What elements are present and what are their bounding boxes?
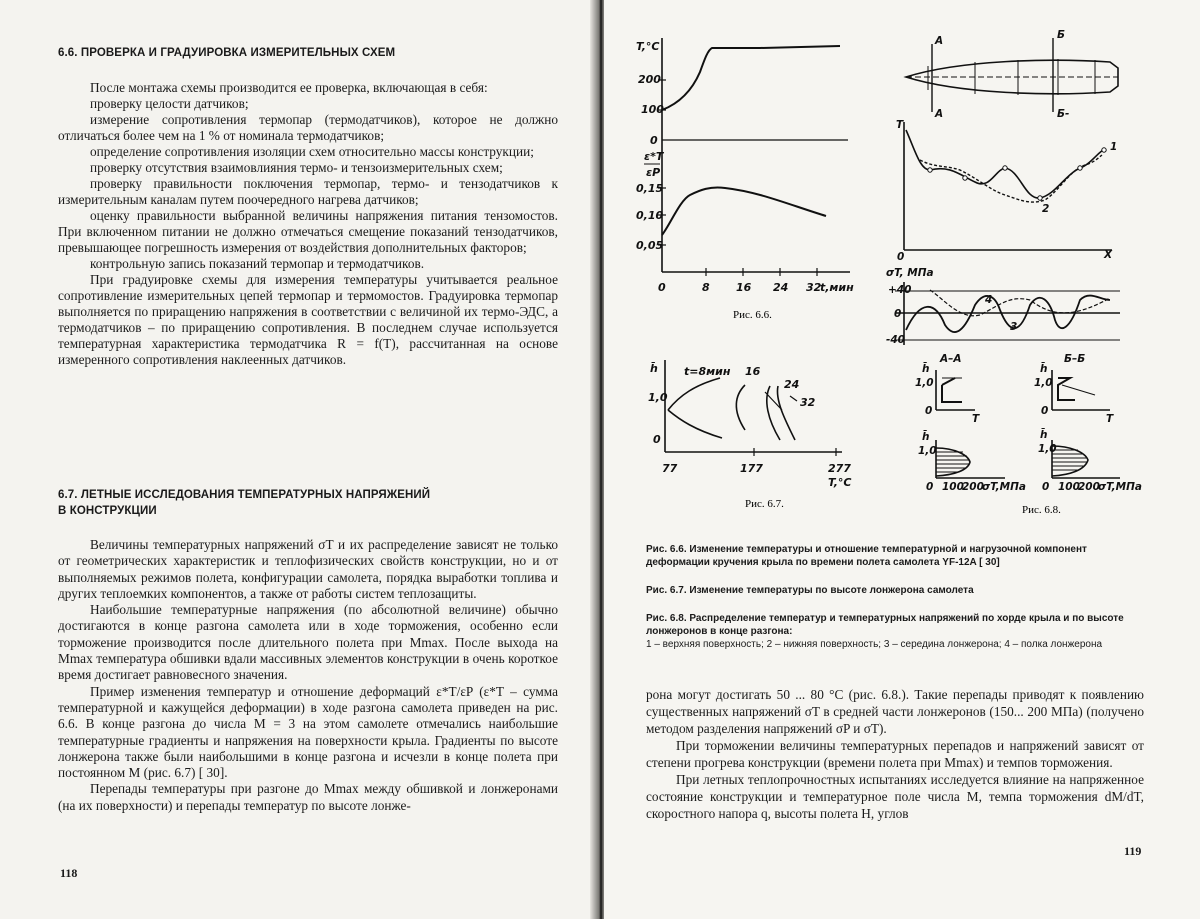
fig66-y-tick: 100 xyxy=(641,103,664,116)
fig68-temp-curve-1 xyxy=(906,130,1104,198)
fig68-section-mark: A xyxy=(935,108,944,120)
fig67-y-tick: 0 xyxy=(653,433,661,446)
paragraph: Наибольшие температурные напряжения (по абсолютной величине) обычно достигаются в конце разгона самолета или в ходе торможения, особенно если торможение производится после длительного полета при Mmax. После выхода на Mmax температура обшивки вдали массивных элементов конструкции в очень короткое время достигает равновесного значения. xyxy=(58,602,558,683)
fig68-stress-tick: +40 xyxy=(888,284,912,296)
paragraph: Перепады температуры при разгоне до Mmax между обшивкой и лонжеронами (на их поверхности) и перепады температур по высоте лонже- xyxy=(58,781,558,813)
fig68-h-label: h̄ xyxy=(1040,363,1048,375)
fig68-stress-tick: -40 xyxy=(886,334,905,346)
fig68-origin: 0 xyxy=(1041,405,1049,417)
right-page-body xyxy=(646,686,1144,822)
fig66-y-tick: 200 xyxy=(638,73,661,86)
fig66-temperature-curve xyxy=(662,46,840,110)
paragraph: Величины температурных напряжений σT и их распределение зависят не только от геометрических характеристик и теплофизических свойств конструкции, но и от выполняемых режимов полета, конфигурации самолета, порядка выработки топлива и других теплоемких компонентов, а также от работы систем теплозащиты. xyxy=(58,537,558,601)
fig68-origin: 0 xyxy=(897,251,905,263)
fig68-section-mark: A xyxy=(935,35,944,47)
fig68-stress-tick: 0 xyxy=(894,308,902,320)
fig66-x-tick: 16 xyxy=(736,281,752,294)
fig68-section-mark: Б xyxy=(1057,29,1066,41)
paragraph: контрольную запись показаний термопар и термодатчиков. xyxy=(90,256,425,271)
page-number-left: 118 xyxy=(60,866,78,880)
fig66-x-tick: 24 xyxy=(773,281,789,294)
fig68-temp-axis-label: T xyxy=(896,119,904,131)
caption-fig-6-8 xyxy=(646,612,1144,651)
paragraph: измерение сопротивления термопар (термодатчиков), которое не должно отличаться более чем на 1 % от номинала термодатчиков; xyxy=(58,112,558,143)
fig66-x-tick: 8 xyxy=(702,281,710,294)
fig66-x-tick: 32 xyxy=(806,281,822,294)
fig68-h-tick: 1,0 xyxy=(1034,377,1053,389)
fig68-caption-label: Рис. 6.8. xyxy=(1022,504,1061,516)
fig67-x-tick: 177 xyxy=(740,462,763,475)
fig67-curve-label: 16 xyxy=(745,365,761,378)
fig66-caption-label: Рис. 6.6. xyxy=(733,309,772,321)
fig67-curve-label: t=8мин xyxy=(684,365,731,378)
page-number-right: 119 xyxy=(1124,844,1142,858)
fig68-h-label: h̄ xyxy=(922,431,930,443)
fig68-bottom-tick: 100 xyxy=(1058,481,1080,493)
fig68-curve-num: 4 xyxy=(985,294,993,306)
fig68-small-x-label: T xyxy=(972,413,980,425)
fig66-y-tick: 0 xyxy=(650,134,658,147)
paragraph: рона могут достигать 50 ... 80 °C (рис. 6.8.). Такие перепады приводят к появлению существенных напряжений σT в средней части лонжеронов (150... 200 МПа) (получено методом разделения напряжений σP и σT). xyxy=(646,687,1144,736)
fig68-h-tick: 1,0 xyxy=(1038,443,1057,455)
fig68-bottom-unit: σT,МПа xyxy=(1098,481,1142,493)
fig68-x-axis-label: X xyxy=(1104,249,1113,261)
fig67-x-label: T,°C xyxy=(828,476,852,489)
fig67-y-tick: 1,0 xyxy=(648,391,668,404)
fig66-y-tick: 0,10 xyxy=(636,209,664,222)
fig68-bottom-tick: 0 xyxy=(926,481,934,493)
fig68-bottom-tick: 200 xyxy=(1078,481,1100,493)
fig68-bottom-unit: σT,МПа xyxy=(982,481,1026,493)
paragraph: При летных теплопрочностных испытаниях исследуется влияние на напряженное состояние конструкции и температурное поле числа M, темпа торможения dM/dT, скоростного напора q, высоты полета H, углов xyxy=(646,772,1144,821)
fig67-curve-8 xyxy=(668,378,720,410)
fig68-curve-num: 3 xyxy=(1010,321,1018,333)
fig67-caption-label: Рис. 6.7. xyxy=(745,498,784,510)
fig67-curve-label: 32 xyxy=(800,396,816,409)
fig68-bottom-tick: 0 xyxy=(1042,481,1050,493)
fig68-stress-curve-4 xyxy=(930,290,1110,316)
fig68-h-label: h̄ xyxy=(922,363,930,375)
fig66-x-label: t,мин xyxy=(820,281,854,294)
fig68-stress-label: σT, МПа xyxy=(886,267,934,279)
fig68-section-title: Б–Б xyxy=(1064,353,1086,365)
paragraph: При градуировке схемы для измерения температуры учитывается реальное сопротивление измерительных цепей термопар и термомостов. Градуировка термопар выполняется по приращению напряжения в соответствии с величиной их термо-ЭДС, а термодатчиков – по приращению сопротивления. В последнем случае используется температурная характеристика термодатчика R = f(T), рассчитанная на основе измеренного сопротивления наклеенных датчиков. xyxy=(58,272,558,367)
section-heading-6-6: 6.6. ПРОВЕРКА И ГРАДУИРОВКА ИЗМЕРИТЕЛЬНЫХ СХЕМ xyxy=(58,47,396,59)
fig67-curve-16 xyxy=(736,385,745,430)
paragraph: оценку правильности выбранной величины напряжения питания тензомостов. При включенном питании не должно отмечаться смещение показаний тензодатчиков, превышающее погрешность измерения от воздействия дополнительных факторов; xyxy=(58,208,558,255)
fig68-small-x-label: T xyxy=(1106,413,1114,425)
caption-fig-6-8-title: Рис. 6.8. Распределение температур и температурных напряжений по хорде крыла и по высоте лонжеронов в конце разгона: xyxy=(646,613,1124,637)
caption-fig-6-6: Рис. 6.6. Изменение температуры и отношение температурной и нагрузочной компонент деформации кручения крыла по времени полета самолета YF-12A [ 30] xyxy=(646,544,1087,568)
fig68-section-title: A–A xyxy=(940,353,962,365)
fig68-h-tick: 1,0 xyxy=(918,445,937,457)
fig67-x-tick: 277 xyxy=(828,462,851,475)
fig66-y-bottom-label-den: εP xyxy=(646,166,661,179)
section-heading-6-7-line1: 6.7. ЛЕТНЫЕ ИССЛЕДОВАНИЯ ТЕМПЕРАТУРНЫХ НАПРЯЖЕНИЙ xyxy=(58,489,431,501)
paragraph: проверку правильности поключения термопар, термо- и тензодатчиков к измерительным каналам путем поочередного нагрева датчиков; xyxy=(58,176,558,207)
fig66-y-bottom-label-num: ε*T xyxy=(644,150,664,163)
fig68-curve-num: 1 xyxy=(1110,141,1118,153)
fig68-h-tick: 1,0 xyxy=(915,377,934,389)
paragraph: проверку целости датчиков; xyxy=(90,96,249,111)
fig67-y-label: h̄ xyxy=(650,362,658,375)
paragraph: При торможении величины температурных перепадов и напряжений зависят от степени прогрева конструкции (времени полета при Mmax) и темпов торможения. xyxy=(646,738,1144,770)
fig68-h-label: h̄ xyxy=(1040,429,1048,441)
fig66-y-tick: 0,15 xyxy=(636,182,664,195)
caption-fig-6-8-legend: 1 – верхняя поверхность; 2 – нижняя поверхность; 3 – середина лонжерона; 4 – полка лонжерона xyxy=(646,639,1103,650)
fig66-x-tick: 0 xyxy=(658,281,666,294)
fig66-y-tick: 0,05 xyxy=(636,239,664,252)
section-heading-6-7-line2: В КОНСТРУКЦИИ xyxy=(58,505,157,517)
fig68-curve-num: 2 xyxy=(1042,203,1050,215)
fig68-section-mark: Б- xyxy=(1057,108,1070,120)
fig68-stress-curve-3 xyxy=(906,296,1110,332)
fig67-curve-label: 24 xyxy=(784,378,800,391)
fig68-bottom-tick: 100 xyxy=(942,481,964,493)
fig68-origin: 0 xyxy=(925,405,933,417)
paragraph: После монтажа схемы производится ее проверка, включающая в себя: xyxy=(90,80,488,95)
paragraph: проверку отсутствия взаимовлияния термо- и тензоизмерительных схем; xyxy=(90,160,503,175)
fig66-strain-ratio-curve xyxy=(662,187,826,235)
fig68-temp-curve-2 xyxy=(920,155,1102,202)
paragraph: Пример изменения температур и отношение деформаций ε*T/εP (ε*T – сумма температурной и кажущейся деформации) в ходе разгона самолета приведен на рис. 6.6. В конце разгона до числа M = 3 на этом самолете отмечались наибольшие температурные градиенты и напряжения на поверхности крыла. Градиенты по высоте лонжерона также были наибольшими в конце разгона и исчезли в конце полета при постоянном M (рис. 6.7) [ 30]. xyxy=(58,683,558,781)
caption-fig-6-7: Рис. 6.7. Изменение температуры по высоте лонжерона самолета xyxy=(646,585,974,596)
fig68-bottom-tick: 200 xyxy=(962,481,984,493)
figure-6-6 xyxy=(658,38,850,276)
fig67-x-tick: 77 xyxy=(662,462,678,475)
fig67-curve-32 xyxy=(777,386,795,440)
paragraph: определение сопротивления изоляции схем относительно массы конструкции; xyxy=(90,144,534,159)
fig66-y-top-label: T,°C xyxy=(636,40,660,53)
